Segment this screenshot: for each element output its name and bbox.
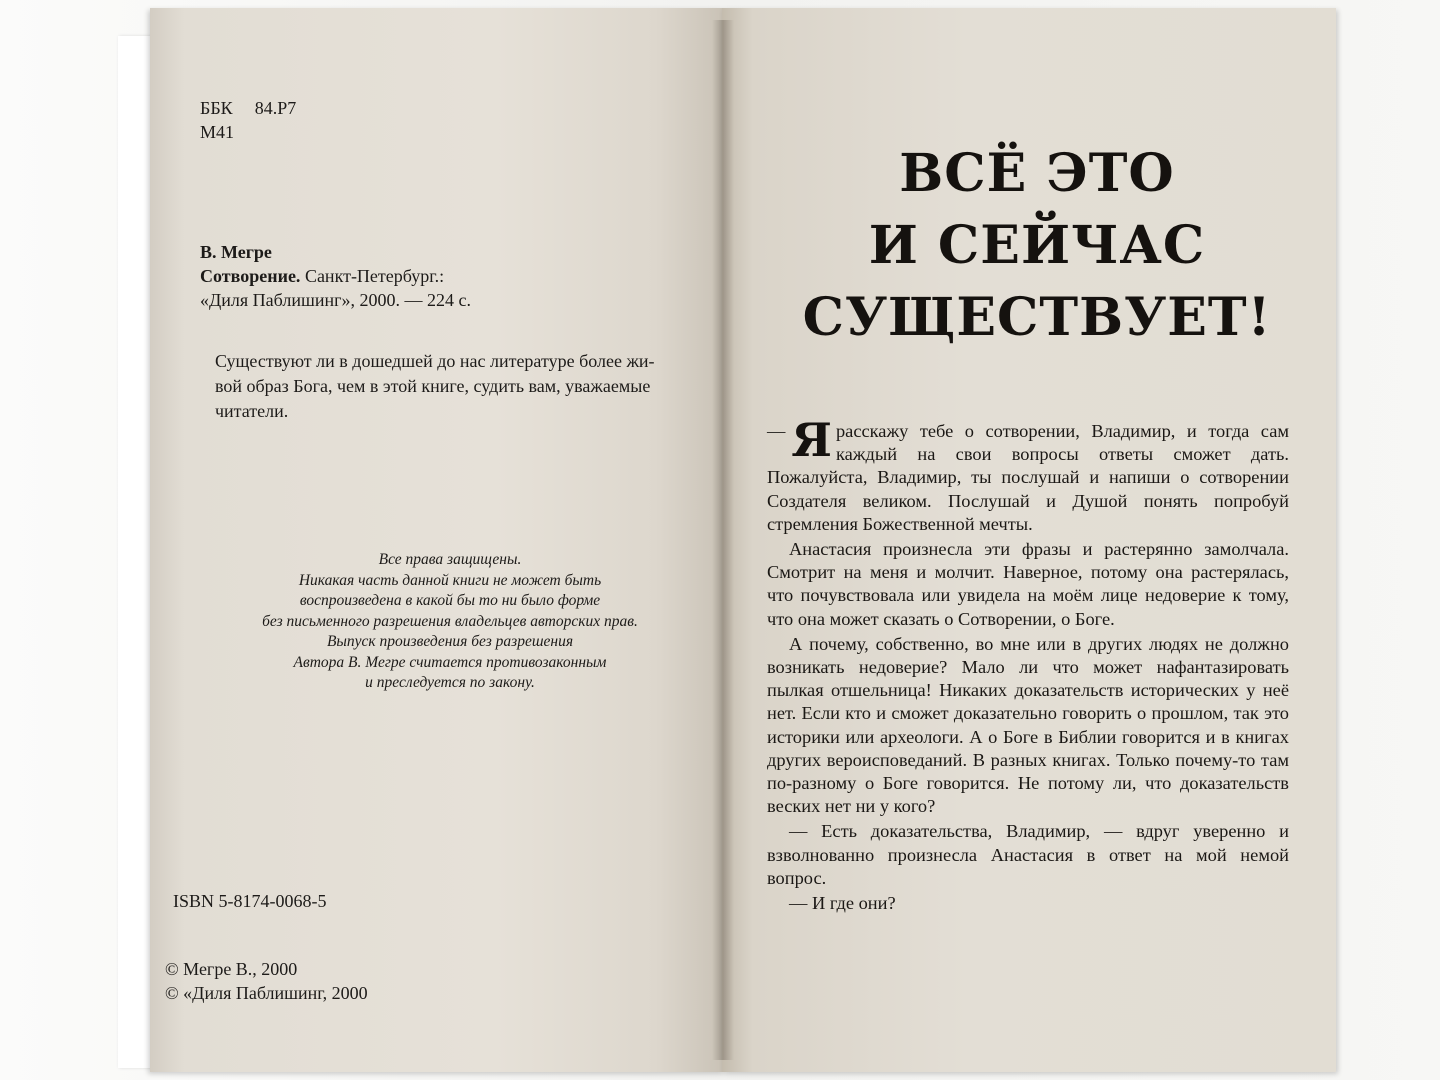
annotation-line: читатели. bbox=[215, 401, 289, 421]
biblio-author: В. Мегре bbox=[200, 242, 272, 262]
biblio-title: Сотворение. bbox=[200, 266, 301, 286]
rights-line: Автора В. Мегре считается противозаконным bbox=[293, 653, 607, 671]
heading-line: СУЩЕСТВУЕТ! bbox=[802, 287, 1272, 348]
bbk-row bbox=[200, 96, 400, 120]
paragraph: — Есть доказательства, Владимир, — вдруг уверенно и взволнованно произнесла Анастасия в ответ на мой немой вопрос. bbox=[767, 821, 1289, 888]
rights-line: воспроизведена в какой бы то ни было форме bbox=[299, 592, 601, 609]
body-text bbox=[767, 413, 1289, 917]
paragraph: А почему, собственно, во мне или в других людях не должно возникать недоверие? Мало ли что может нафантазировать пылкая отшельница! Никаких доказательств исторических у неё нет. Если кто и сможет доказательно говорить о прошлом, так это историки или археологи. А о Боге в Библии говорится и в книгах других вероисповеданий. В разных книгах. Только почему-то там по-разному о Боге говорится. Не потому ли, что доказательств веских нет ни у кого? bbox=[767, 633, 1289, 817]
annotation-line: Существуют ли в дошедшей до нас литературе более жи- bbox=[215, 351, 655, 371]
rights-notice bbox=[200, 550, 700, 694]
copyright-line: © «Диля Паблишинг, 2000 bbox=[165, 983, 368, 1003]
annotation bbox=[215, 349, 705, 424]
rights-line: Никакая часть данной книги не может быть bbox=[298, 571, 602, 589]
bbk-label: ББК bbox=[200, 98, 233, 118]
dropcap: Я bbox=[791, 413, 832, 467]
left-page bbox=[150, 8, 725, 1072]
paragraph-text: расскажу тебе о сотворении, Владимир, и тогда сам каждый на свои вопросы ответы сможет дать. Пожалуйста, Владимир, ты послушай и напиши о сотворении Создателя великом. Послушай и Душой понять попробуй стремления Божественной мечты. bbox=[767, 421, 1289, 534]
rights-line: без письменного разрешения владельцев авторских прав. bbox=[262, 612, 638, 630]
right-page bbox=[722, 8, 1336, 1072]
paragraph bbox=[767, 413, 1289, 536]
rights-line: и преследуется по закону. bbox=[365, 674, 535, 691]
paragraph: — И где они? bbox=[789, 893, 896, 914]
chapter-heading bbox=[767, 138, 1307, 354]
biblio-block bbox=[200, 240, 540, 312]
biblio-city: Санкт-Петербург.: bbox=[304, 266, 445, 286]
author-code: М41 bbox=[200, 122, 235, 142]
rights-line: Выпуск произведения без разрешения bbox=[326, 633, 574, 650]
bbk-block bbox=[200, 96, 400, 144]
copyright-line: © Мегре В., 2000 bbox=[165, 959, 298, 979]
isbn: ISBN 5-8174-0068-5 bbox=[173, 891, 327, 911]
dropcap-dash: — bbox=[767, 421, 786, 441]
biblio-title-line bbox=[200, 264, 540, 288]
paragraph: Анастасия произнесла эти фразы и растерянно замолчала. Смотрит на меня и молчит. Наверное, потому она растерялась, что почувствовала или увидела на моём лице недоверие к тому, что она может сказать о Сотворении, о Боге. bbox=[767, 539, 1289, 629]
biblio-publisher: «Диля Паблишинг», 2000. — 224 с. bbox=[200, 290, 471, 310]
annotation-line: вой образ Бога, чем в этой книге, судить вам, уважаемые bbox=[215, 376, 651, 396]
heading-line: ВСЁ ЭТО bbox=[899, 143, 1175, 204]
bbk-code: 84.Р7 bbox=[254, 98, 297, 118]
copyright-block bbox=[165, 957, 465, 1005]
heading-line: И СЕЙЧАС bbox=[868, 215, 1206, 276]
rights-line: Все права защищены. bbox=[378, 551, 522, 568]
book-gutter bbox=[712, 20, 734, 1060]
